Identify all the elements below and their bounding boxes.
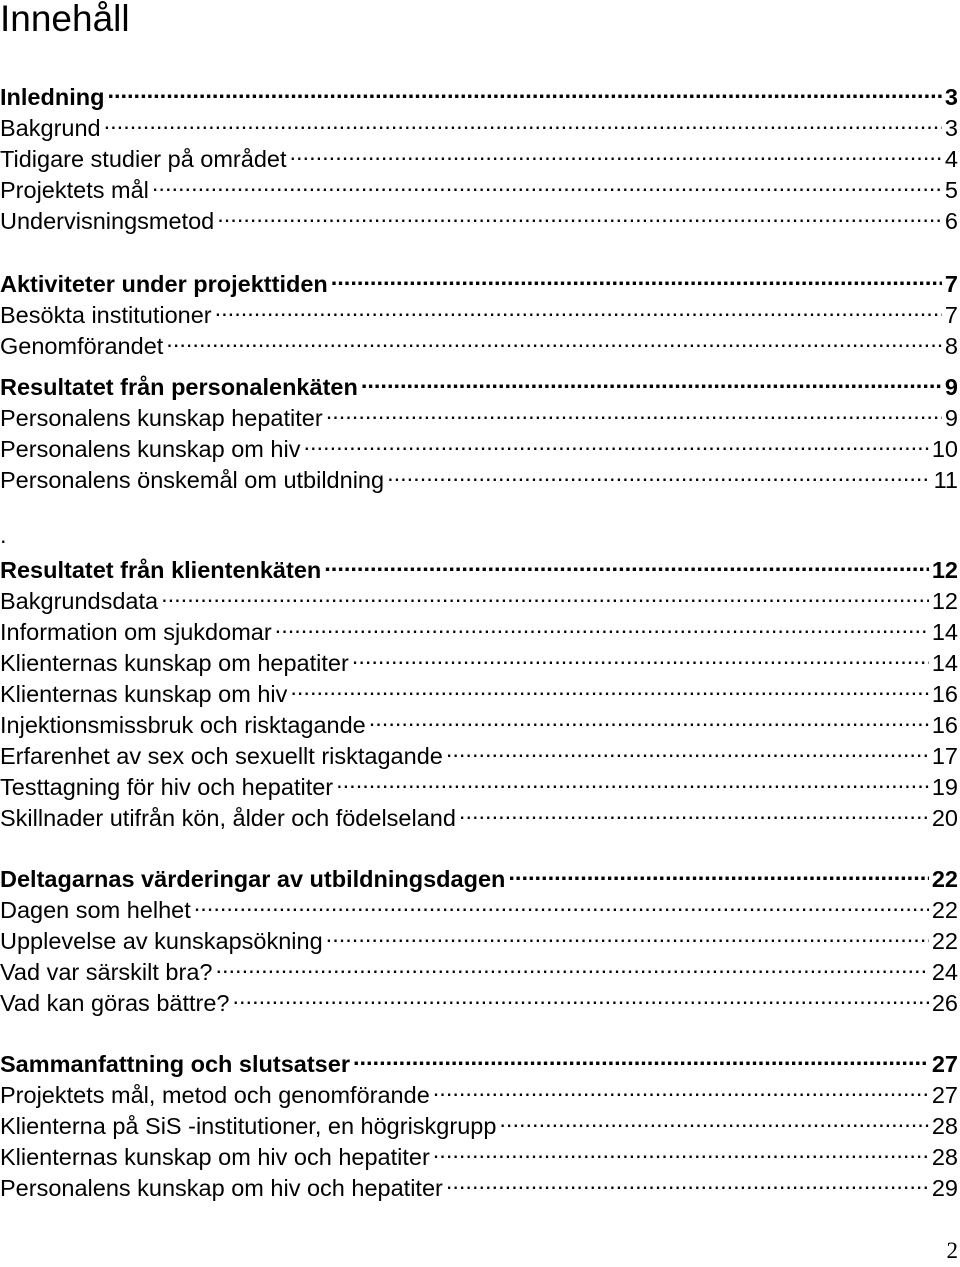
dot-leader [433, 1135, 929, 1165]
dot-leader [290, 137, 942, 167]
toc-entry-page: 5 [944, 177, 958, 203]
dot-leader [152, 168, 942, 198]
toc-entry-label: Bakgrund [0, 115, 101, 141]
toc-entry-label: Inledning [0, 84, 105, 110]
toc-entry-label: Resultatet från klientenkäten [0, 557, 322, 583]
dot-leader [215, 293, 942, 323]
toc-entry-page: 14 [931, 619, 958, 645]
toc-entry-page: 9 [944, 405, 958, 431]
toc-entry-label: Information om sjukdomar [0, 619, 272, 645]
toc-entry-page: 12 [931, 557, 958, 583]
toc-entry-page: 22 [931, 897, 958, 923]
dot-leader [104, 106, 942, 136]
toc-entry-label: Aktiviteter under projekttiden [0, 271, 328, 297]
dot-leader [275, 610, 929, 640]
toc-entry-label: Deltagarnas värderingar av utbildningsdagen [0, 866, 506, 892]
toc-entry-page: 7 [944, 302, 958, 328]
dot-leader [217, 199, 942, 229]
toc-entry-label: Skillnader utifrån kön, ålder och födelseland [0, 805, 456, 831]
toc-entry-label: Sammanfattning och slutsatser [0, 1051, 350, 1077]
toc-entry-label: Undervisningsmetod [0, 208, 215, 234]
dot-leader [331, 262, 942, 292]
toc-entry-label: Personalens kunskap hepatiter [0, 405, 323, 431]
page-title: Innehåll [0, 0, 130, 39]
toc-entry-label: Upplevelse av kunskapsökning [0, 928, 323, 954]
toc-entry-page: 27 [931, 1051, 958, 1077]
toc-entry-label: Personalens kunskap om hiv och hepatiter [0, 1175, 443, 1201]
toc-entry-label: Besökta institutioner [0, 302, 212, 328]
toc-entry-page: 12 [931, 588, 958, 614]
toc-entry-label: Projektets mål [0, 177, 149, 203]
toc-entry-page: 4 [944, 146, 958, 172]
toc-entry-page: 10 [931, 436, 958, 462]
dot-leader [336, 765, 929, 795]
toc-entry-page: 7 [944, 271, 958, 297]
toc-entry-label: Bakgrundsdata [0, 588, 159, 614]
dot-leader [369, 703, 929, 733]
dot-leader [433, 1073, 929, 1103]
dot-leader [459, 796, 929, 826]
toc-entry-page: 17 [931, 743, 958, 769]
dot-leader [326, 396, 942, 426]
toc-entry-label: Projektets mål, metod och genomförande [0, 1082, 430, 1108]
toc-entry-label: Klienternas kunskap om hiv och hepatiter [0, 1144, 430, 1170]
toc-entry-label: Tidigare studier på området [0, 146, 287, 172]
page-number: 2 [946, 1238, 958, 1263]
toc-entry[interactable] [0, 981, 958, 1018]
dot-leader [290, 672, 928, 702]
toc-entry-page: 16 [931, 681, 958, 707]
toc-entry-page: 20 [931, 805, 958, 831]
toc-entry-label: Dagen som helhet [0, 897, 191, 923]
dot-leader [352, 641, 929, 671]
toc-entry[interactable] [0, 199, 958, 236]
toc-entry[interactable] [0, 324, 958, 361]
toc-entry-page: 11 [933, 467, 958, 493]
dot-leader [107, 75, 941, 105]
dot-leader [353, 1042, 929, 1072]
toc-entry-label: Personalens kunskap om hiv [0, 436, 301, 462]
stray-dot: . [0, 522, 7, 548]
toc-entry-label: Klienterna på SiS -institutioner, en högriskgrupp [0, 1113, 497, 1139]
toc-entry-page: 24 [931, 959, 958, 985]
toc-entry[interactable] [0, 796, 958, 833]
toc-entry-page: 6 [944, 208, 958, 234]
dot-leader [508, 857, 928, 887]
dot-leader [446, 1166, 929, 1196]
toc-entry-label: Erfarenhet av sex och sexuellt risktagande [0, 743, 443, 769]
dot-leader [166, 324, 942, 354]
toc-entry-page: 8 [944, 333, 958, 359]
toc-entry-label: Genomförandet [0, 333, 164, 359]
dot-leader [387, 458, 931, 488]
toc-entry-page: 22 [931, 866, 958, 892]
toc-entry-page: 27 [931, 1082, 958, 1108]
toc-entry-label: Klienternas kunskap om hepatiter [0, 650, 349, 676]
toc-entry-label: Resultatet från personalenkäten [0, 374, 358, 400]
dot-leader [215, 950, 928, 980]
dot-leader [499, 1104, 928, 1134]
toc-entry-page: 16 [931, 712, 958, 738]
toc-entry-page: 9 [944, 374, 958, 400]
toc-entry[interactable] [0, 1166, 958, 1203]
toc-entry-page: 28 [931, 1144, 958, 1170]
toc-entry-page: 3 [944, 84, 958, 110]
toc-entry-label: Personalens önskemål om utbildning [0, 467, 385, 493]
toc-entry-label: Klienternas kunskap om hiv [0, 681, 288, 707]
toc-entry[interactable] [0, 458, 958, 495]
toc-entry-page: 14 [931, 650, 958, 676]
toc-entry-page: 19 [931, 774, 958, 800]
dot-leader [194, 888, 929, 918]
dot-leader [324, 548, 929, 578]
dot-leader [161, 579, 929, 609]
toc-entry-label: Injektionsmissbruk och risktagande [0, 712, 366, 738]
dot-leader [303, 427, 928, 457]
toc-entry-label: Vad var särskilt bra? [0, 959, 213, 985]
dot-leader [233, 981, 929, 1011]
toc-entry-page: 28 [931, 1113, 958, 1139]
toc-entry-label: Vad kan göras bättre? [0, 990, 230, 1016]
dot-leader [326, 919, 929, 949]
toc-entry-page: 3 [944, 115, 958, 141]
dot-leader [446, 734, 929, 764]
toc-entry-page: 26 [931, 990, 958, 1016]
toc-entry-label: Testtagning för hiv och hepatiter [0, 774, 334, 800]
toc-entry-page: 22 [931, 928, 958, 954]
toc-entry-page: 29 [931, 1175, 958, 1201]
dot-leader [361, 365, 942, 395]
